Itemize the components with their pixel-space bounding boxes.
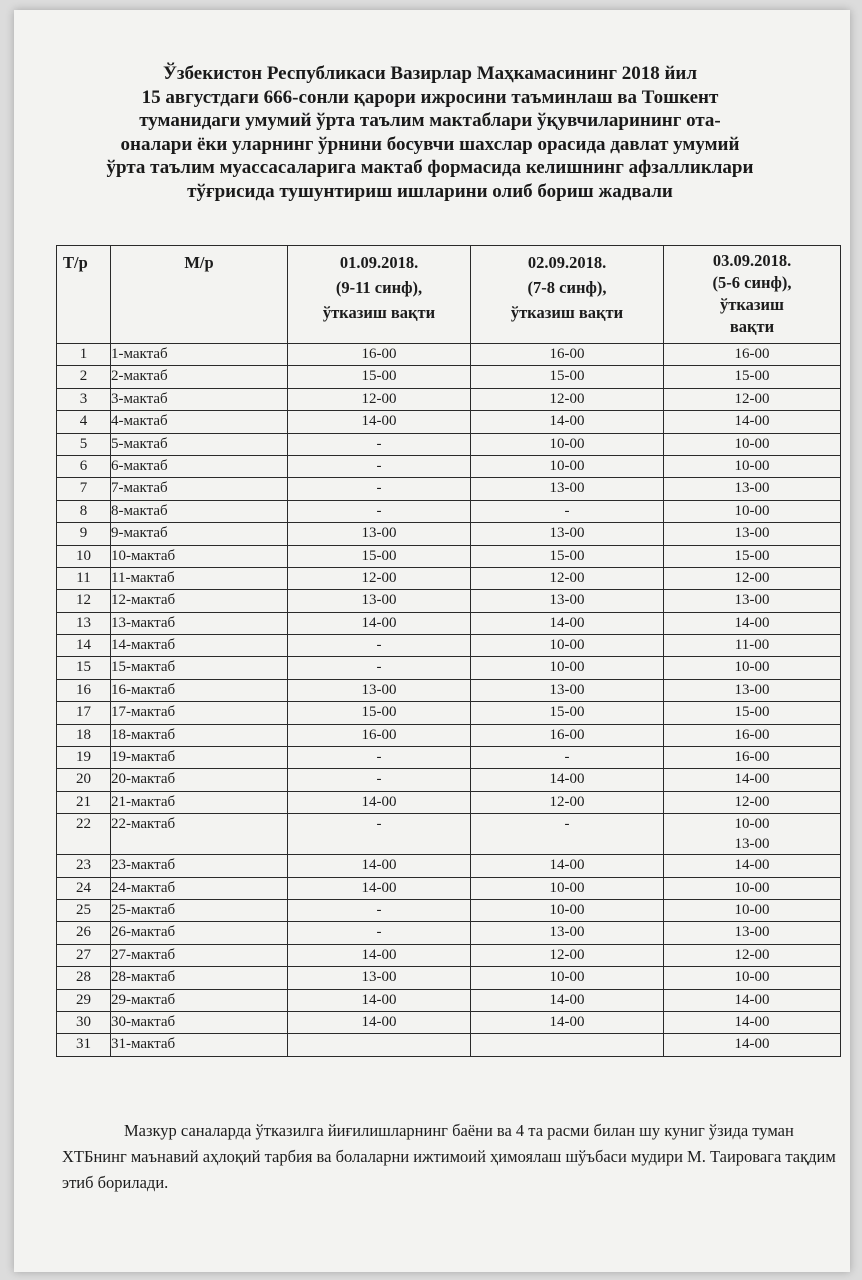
table-row — [57, 679, 841, 701]
time-day-1: 15-00 — [288, 366, 471, 388]
time-day-2: 15-00 — [471, 545, 664, 567]
time-day-2: 10-00 — [471, 877, 664, 899]
row-number: 25 — [57, 899, 111, 921]
row-number: 16 — [57, 679, 111, 701]
table-row — [57, 967, 841, 989]
header-line: вақти — [729, 317, 775, 336]
row-number: 30 — [57, 1011, 111, 1033]
time-day-2: 13-00 — [471, 523, 664, 545]
time-day-2: 10-00 — [471, 455, 664, 477]
table-row — [57, 545, 841, 567]
time-day-3: 16-00 — [664, 747, 841, 769]
header-line: ўтказиш вақти — [510, 303, 624, 322]
school-name: 14-мактаб — [111, 635, 288, 657]
time-day-1: 16-00 — [288, 724, 471, 746]
table-row — [57, 791, 841, 813]
row-number: 23 — [57, 855, 111, 877]
time-value: 10-00 — [734, 816, 770, 833]
time-day-3: 15-00 — [664, 366, 841, 388]
header-date-3 — [664, 246, 841, 344]
row-number: 7 — [57, 478, 111, 500]
time-day-1: - — [288, 635, 471, 657]
row-number: 5 — [57, 433, 111, 455]
time-day-3: 14-00 — [664, 612, 841, 634]
time-day-2: 13-00 — [471, 679, 664, 701]
time-day-1: - — [288, 500, 471, 522]
time-day-1: 14-00 — [288, 989, 471, 1011]
time-day-3: 16-00 — [664, 344, 841, 366]
time-day-2: 12-00 — [471, 791, 664, 813]
table-row — [57, 366, 841, 388]
time-day-2: 14-00 — [471, 1011, 664, 1033]
time-day-1: - — [288, 478, 471, 500]
time-day-2: - — [471, 747, 664, 769]
time-day-3: 10-00 — [664, 899, 841, 921]
school-name: 25-мактаб — [111, 899, 288, 921]
row-number: 21 — [57, 791, 111, 813]
time-day-2: 14-00 — [471, 769, 664, 791]
row-number: 28 — [57, 967, 111, 989]
time-day-3: 15-00 — [664, 702, 841, 724]
school-name: 29-мактаб — [111, 989, 288, 1011]
time-day-3: 11-00 — [664, 635, 841, 657]
time-day-1: - — [288, 814, 471, 855]
table-row — [57, 724, 841, 746]
table-row — [57, 635, 841, 657]
school-name: 1-мактаб — [111, 344, 288, 366]
title-line: оналари ёки уларнинг ўрнини босувчи шахслар орасида давлат умумий — [120, 133, 740, 155]
header-mr: М/р — [111, 246, 288, 344]
time-day-2: 14-00 — [471, 855, 664, 877]
header-line: 03.09.2018. — [712, 251, 792, 270]
time-day-2: 13-00 — [471, 922, 664, 944]
time-day-3: 13-00 — [664, 922, 841, 944]
school-name: 31-мактаб — [111, 1034, 288, 1056]
time-day-1: 12-00 — [288, 567, 471, 589]
table-row — [57, 922, 841, 944]
table-row — [57, 411, 841, 433]
row-number: 31 — [57, 1034, 111, 1056]
table-row — [57, 612, 841, 634]
time-day-2: 10-00 — [471, 635, 664, 657]
row-number: 14 — [57, 635, 111, 657]
schedule-table — [56, 245, 841, 1057]
row-number: 22 — [57, 814, 111, 855]
time-day-2: 12-00 — [471, 388, 664, 410]
school-name: 10-мактаб — [111, 545, 288, 567]
table-row — [57, 899, 841, 921]
time-day-1: - — [288, 922, 471, 944]
school-name: 6-мактаб — [111, 455, 288, 477]
time-day-1: 13-00 — [288, 590, 471, 612]
title-line: 15 августдаги 666-сонли қарори ижросини таъминлаш ва Тошкент — [141, 86, 719, 108]
time-day-2 — [471, 1034, 664, 1056]
table-row — [57, 1011, 841, 1033]
header-line: 01.09.2018. — [339, 253, 419, 272]
school-name: 8-мактаб — [111, 500, 288, 522]
time-value: 13-00 — [734, 836, 770, 853]
school-name: 23-мактаб — [111, 855, 288, 877]
school-name: 22-мактаб — [111, 814, 288, 855]
table-row — [57, 344, 841, 366]
table-row — [57, 455, 841, 477]
school-name: 4-мактаб — [111, 411, 288, 433]
title-line: Ўзбекистон Республикаси Вазирлар Маҳкамасининг 2018 йил — [162, 63, 698, 84]
time-day-1 — [288, 1034, 471, 1056]
school-name: 12-мактаб — [111, 590, 288, 612]
time-day-2: 13-00 — [471, 590, 664, 612]
row-number: 8 — [57, 500, 111, 522]
table-row — [57, 855, 841, 877]
time-day-3: 10-00 — [664, 500, 841, 522]
time-day-3: 14-00 — [664, 411, 841, 433]
time-day-2: 15-00 — [471, 366, 664, 388]
time-day-2: 10-00 — [471, 657, 664, 679]
row-number: 27 — [57, 944, 111, 966]
school-name: 30-мактаб — [111, 1011, 288, 1033]
school-name: 3-мактаб — [111, 388, 288, 410]
time-day-3: 13-00 — [664, 523, 841, 545]
header-line: ўтказиш — [720, 295, 784, 314]
time-day-3: 13-00 — [664, 679, 841, 701]
time-day-1: 13-00 — [288, 679, 471, 701]
row-number: 24 — [57, 877, 111, 899]
time-day-3: 12-00 — [664, 388, 841, 410]
header-line: 02.09.2018. — [527, 253, 607, 272]
school-name: 13-мактаб — [111, 612, 288, 634]
header-line: (5-6 синф), — [712, 273, 792, 292]
table-body — [57, 344, 841, 1057]
table-row — [57, 877, 841, 899]
time-day-2: 10-00 — [471, 433, 664, 455]
time-day-3: 10-00 — [664, 877, 841, 899]
table-row — [57, 567, 841, 589]
time-day-1: 14-00 — [288, 944, 471, 966]
time-day-2: 16-00 — [471, 724, 664, 746]
school-name: 16-мактаб — [111, 679, 288, 701]
row-number: 6 — [57, 455, 111, 477]
row-number: 29 — [57, 989, 111, 1011]
time-day-3: 15-00 — [664, 545, 841, 567]
time-day-1: 14-00 — [288, 411, 471, 433]
time-day-3: 10-00 — [664, 657, 841, 679]
table-row — [57, 433, 841, 455]
time-day-2: 10-00 — [471, 967, 664, 989]
school-name: 2-мактаб — [111, 366, 288, 388]
time-day-2: 13-00 — [471, 478, 664, 500]
table-row — [57, 478, 841, 500]
time-day-3: 13-00 — [664, 590, 841, 612]
time-day-1: 14-00 — [288, 791, 471, 813]
time-day-3: 12-00 — [664, 791, 841, 813]
table-row — [57, 769, 841, 791]
time-day-2: - — [471, 500, 664, 522]
row-number: 9 — [57, 523, 111, 545]
school-name: 19-мактаб — [111, 747, 288, 769]
table-row — [57, 500, 841, 522]
header-line: (9-11 синф), — [335, 278, 423, 297]
school-name: 11-мактаб — [111, 567, 288, 589]
row-number: 4 — [57, 411, 111, 433]
time-day-3: 12-00 — [664, 567, 841, 589]
table-row — [57, 388, 841, 410]
table-row — [57, 523, 841, 545]
title-line: туманидаги умумий ўрта таълим мактаблари ўқувчиларининг ота- — [139, 110, 721, 132]
table-row — [57, 747, 841, 769]
document-title — [40, 62, 820, 204]
table-header-row — [57, 246, 841, 344]
row-number: 19 — [57, 747, 111, 769]
school-name: 18-мактаб — [111, 724, 288, 746]
school-name: 26-мактаб — [111, 922, 288, 944]
school-name: 9-мактаб — [111, 523, 288, 545]
row-number: 12 — [57, 590, 111, 612]
time-day-2: 10-00 — [471, 899, 664, 921]
time-day-1: 12-00 — [288, 388, 471, 410]
school-name: 27-мактаб — [111, 944, 288, 966]
time-day-1: 14-00 — [288, 855, 471, 877]
row-number: 10 — [57, 545, 111, 567]
time-day-1: - — [288, 433, 471, 455]
row-number: 13 — [57, 612, 111, 634]
time-day-2: 12-00 — [471, 944, 664, 966]
time-day-3: 10-00 — [664, 967, 841, 989]
header-date-2 — [471, 246, 664, 344]
time-day-3: 14-00 — [664, 989, 841, 1011]
time-day-2: - — [471, 814, 664, 855]
school-name: 24-мактаб — [111, 877, 288, 899]
time-day-1: - — [288, 455, 471, 477]
time-day-3 — [664, 814, 841, 855]
time-day-3: 14-00 — [664, 1011, 841, 1033]
table-row — [57, 1034, 841, 1056]
row-number: 1 — [57, 344, 111, 366]
time-day-1: - — [288, 769, 471, 791]
time-day-1: - — [288, 657, 471, 679]
time-day-2: 14-00 — [471, 411, 664, 433]
time-day-1: - — [288, 899, 471, 921]
table-row — [57, 944, 841, 966]
school-name: 21-мактаб — [111, 791, 288, 813]
header-date-1 — [288, 246, 471, 344]
row-number: 2 — [57, 366, 111, 388]
row-number: 17 — [57, 702, 111, 724]
time-day-2: 15-00 — [471, 702, 664, 724]
header-tr: Т/р — [57, 246, 111, 344]
table-row — [57, 989, 841, 1011]
time-day-1: 14-00 — [288, 612, 471, 634]
title-line: ўрта таълим муассасаларига мактаб формасида келишнинг афзалликлари — [106, 157, 754, 179]
time-day-1: 14-00 — [288, 1011, 471, 1033]
row-number: 3 — [57, 388, 111, 410]
row-number: 20 — [57, 769, 111, 791]
row-number: 18 — [57, 724, 111, 746]
school-name: 20-мактаб — [111, 769, 288, 791]
time-day-1: 13-00 — [288, 967, 471, 989]
time-day-3: 16-00 — [664, 724, 841, 746]
row-number: 15 — [57, 657, 111, 679]
school-name: 7-мактаб — [111, 478, 288, 500]
time-day-3: 10-00 — [664, 455, 841, 477]
time-day-1: 14-00 — [288, 877, 471, 899]
school-name: 28-мактаб — [111, 967, 288, 989]
table-row — [57, 702, 841, 724]
table-row — [57, 590, 841, 612]
school-name: 15-мактаб — [111, 657, 288, 679]
table-row — [57, 657, 841, 679]
title-line: тўғрисида тушунтириш ишларини олиб бориш жадвали — [187, 180, 673, 202]
time-day-3: 10-00 — [664, 433, 841, 455]
time-day-1: 13-00 — [288, 523, 471, 545]
time-day-2: 12-00 — [471, 567, 664, 589]
time-day-3: 14-00 — [664, 769, 841, 791]
time-day-1: 15-00 — [288, 702, 471, 724]
row-number: 26 — [57, 922, 111, 944]
header-line: ўтказиш вақти — [322, 303, 436, 322]
row-number: 11 — [57, 567, 111, 589]
time-day-3: 12-00 — [664, 944, 841, 966]
time-day-1: 16-00 — [288, 344, 471, 366]
time-day-3: 14-00 — [664, 1034, 841, 1056]
footer-note: Мазкур саналарда ўтказилга йиғилишларнинг баёни ва 4 та расми билан шу куниг ўзида туман ХТБнинг маънавий аҳлоқий тарбия ва болаларни ижтимоий ҳимоялаш шўъбаси мудири М. Таировага тақдим этиб борилади. — [62, 1121, 836, 1192]
time-day-1: - — [288, 747, 471, 769]
time-day-3: 14-00 — [664, 855, 841, 877]
time-day-2: 16-00 — [471, 344, 664, 366]
time-day-2: 14-00 — [471, 989, 664, 1011]
header-line: (7-8 синф), — [527, 278, 607, 297]
time-day-1: 15-00 — [288, 545, 471, 567]
school-name: 5-мактаб — [111, 433, 288, 455]
school-name: 17-мактаб — [111, 702, 288, 724]
time-day-2: 14-00 — [471, 612, 664, 634]
time-day-3: 13-00 — [664, 478, 841, 500]
table-row — [57, 814, 841, 855]
